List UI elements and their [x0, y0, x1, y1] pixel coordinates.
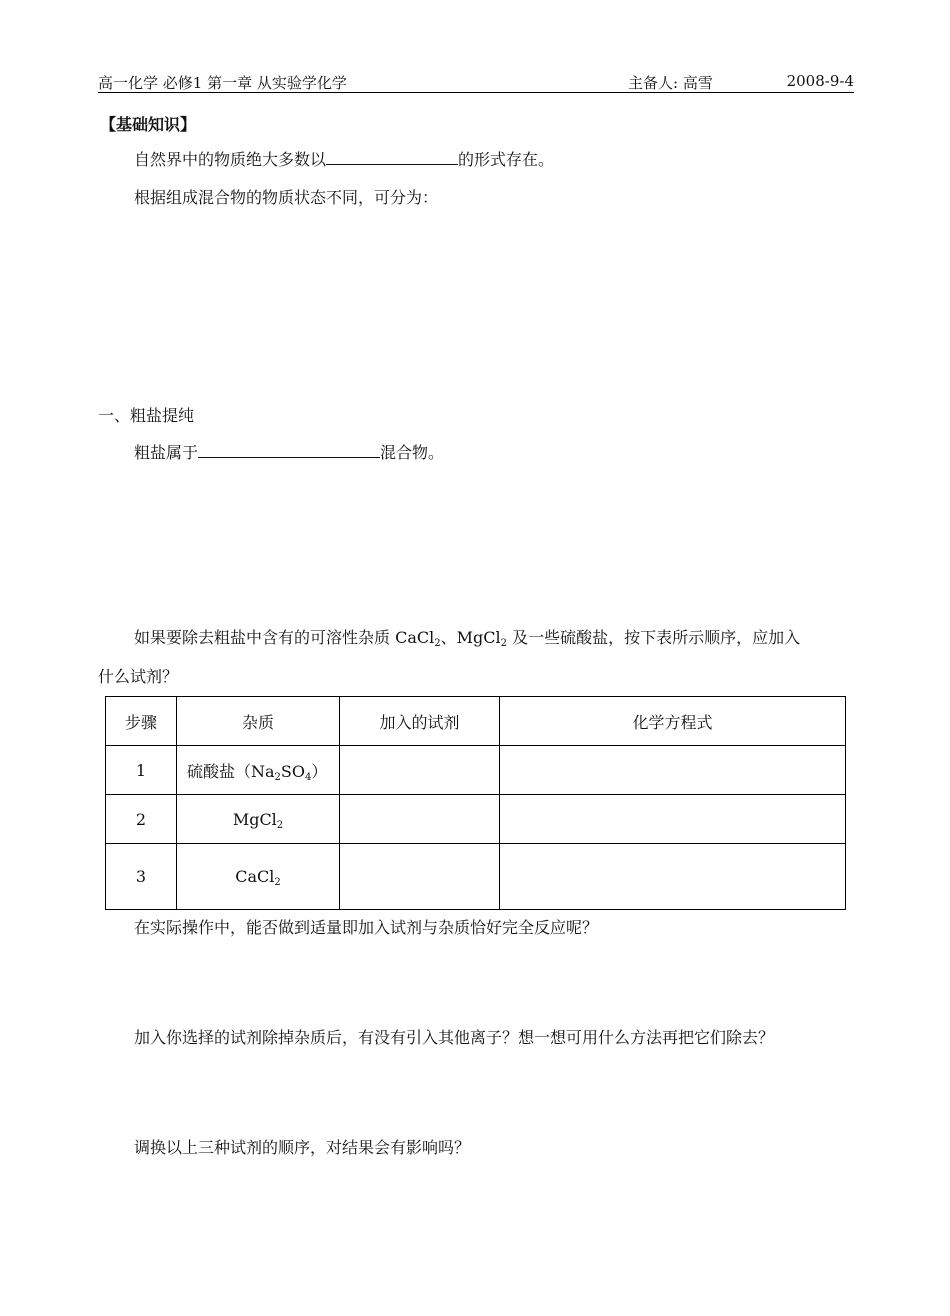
subscript: 2 [274, 771, 281, 783]
step-cell: 2 [106, 795, 177, 844]
salt-line-1 [134, 440, 444, 463]
step-cell: 1 [106, 746, 177, 795]
equation-input-cell[interactable] [500, 746, 846, 795]
table-header-row [106, 697, 846, 746]
impurity-cell [177, 795, 340, 844]
equation-input-cell[interactable] [500, 795, 846, 844]
subscript: 2 [274, 877, 281, 888]
header-reagent: 加入的试剂 [340, 697, 500, 746]
reagent-table [105, 696, 846, 910]
basic-line-1 [134, 147, 554, 170]
impurity-text: CaCl [235, 867, 275, 886]
impurity-text: 硫酸盐（Na [187, 761, 275, 781]
impurity-text: ） [311, 761, 328, 781]
table-row [106, 844, 846, 910]
reagent-input-cell[interactable] [340, 746, 500, 795]
question-text-c: 及一些硫酸盐，按下表所示顺序，应加入 [506, 628, 801, 647]
question-3: 调换以上三种试剂的顺序，对结果会有影响吗？ [134, 1138, 471, 1157]
equation-input-cell[interactable] [500, 844, 846, 910]
section-salt-heading: 一、粗盐提纯 [98, 406, 195, 425]
question-2: 加入你选择的试剂除掉杂质后，有没有引入其他离子？想一想可用什么方法再把它们除去？ [134, 1028, 775, 1047]
question-text-a: 如果要除去粗盐中含有的可溶性杂质 CaCl [134, 628, 435, 647]
fill-blank-2[interactable] [198, 441, 380, 458]
basic-line-2: 根据组成混合物的物质状态不同，可分为： [134, 188, 439, 207]
header-author: 主备人: 高雪 [628, 74, 713, 92]
header-step: 步骤 [106, 697, 177, 746]
page-header [98, 72, 854, 93]
reagent-input-cell[interactable] [340, 844, 500, 910]
salt-question-line-2: 什么试剂？ [98, 667, 179, 686]
header-course: 高一化学 必修1 第一章 从实验学化学 [98, 74, 347, 92]
basic-line-1-before: 自然界中的物质绝大多数以 [134, 150, 327, 169]
impurity-text: SO [280, 761, 305, 781]
impurity-text: MgCl [232, 809, 277, 829]
impurity-cell [177, 844, 340, 910]
question-text-b: 、MgCl [440, 628, 501, 647]
header-date: 2008-9-4 [786, 72, 854, 90]
basic-line-1-after: 的形式存在。 [458, 150, 555, 169]
header-impurity: 杂质 [177, 697, 340, 746]
subscript: 4 [305, 771, 312, 783]
salt-line-1-after: 混合物。 [380, 443, 445, 462]
salt-question-line-1 [134, 625, 800, 648]
salt-line-1-before: 粗盐属于 [134, 443, 199, 462]
subscript: 2 [434, 638, 441, 649]
subscript: 2 [500, 638, 507, 649]
step-cell: 3 [106, 844, 177, 910]
fill-blank-1[interactable] [326, 148, 458, 165]
table-row [106, 746, 846, 795]
reagent-input-cell[interactable] [340, 795, 500, 844]
header-equation: 化学方程式 [500, 697, 846, 746]
section-basic-heading: 【基础知识】 [100, 115, 197, 134]
subscript: 2 [276, 819, 284, 831]
table-row [106, 795, 846, 844]
question-1: 在实际操作中，能否做到适量即加入试剂与杂质恰好完全反应呢？ [134, 918, 599, 937]
impurity-cell [177, 746, 340, 795]
